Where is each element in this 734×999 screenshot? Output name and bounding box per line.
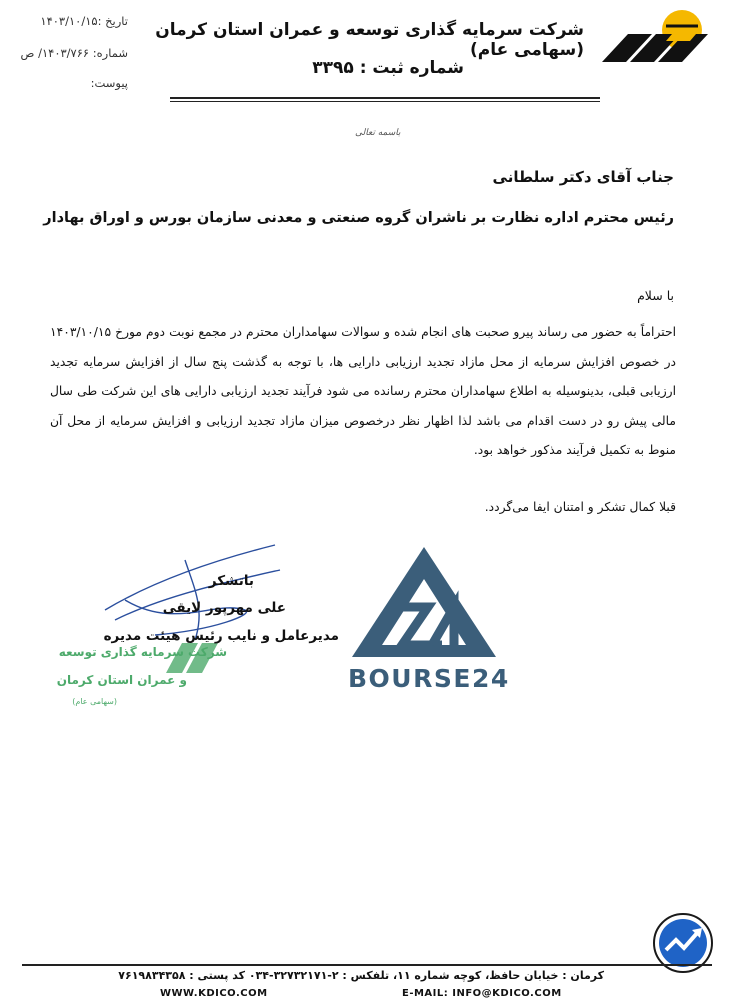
recipient-name: جناب آقای دکتر سلطانی: [492, 168, 674, 186]
company-logo: [600, 8, 712, 66]
signature-thanks: باتشکر: [208, 573, 254, 589]
letter-body: احتراماً به حضور می رساند پیرو صحبت های انجام شده و سوالات سهامداران محترم در مجمع نوبت دوم مورخ ۱۴۰۳/۱۰/۱۵ در خصوص افزایش سرمایه از محل مازاد تجدید ارزیابی دارایی ها، با توجه به گذشت پنج سال از افزایش سرمایه تجدید ارزیابی قبلی، بدینوسیله به اطلاع سهامداران محترم رسانده می شود فرآیند تجدید ارزیابی دارایی های این شرکت طی سال مالی پیش رو در دست اقدام می باشد لذا اظهار نظر درخصوص میزان مازاد تجدید ارزیابی و افزایش سرمایه از محل آن منوط به تکمیل فرآیند مذکور خواهد بود.: [50, 325, 676, 457]
invocation: باسمه تعالی: [355, 128, 401, 138]
letter-attachment: پیوست:: [90, 76, 128, 90]
signer-name: علی مهرپور لایقی: [162, 600, 286, 616]
recipient-title: رئیس محترم اداره نظارت بر ناشران گروه صنعتی و معدنی سازمان بورس و اوراق بهادار: [43, 210, 674, 226]
footer-rule: [22, 964, 712, 966]
company-name: شرکت سرمایه گذاری توسعه و عمران استان کرمان (سهامی عام): [155, 20, 584, 60]
signer-title: مدیرعامل و نایب رئیس هیئت مدیره: [103, 628, 339, 644]
bourse24-wordmark: BOURSE24: [348, 664, 510, 693]
stamp-line-3: (سهامی عام): [72, 697, 117, 706]
letter-date: تاریخ :۱۴۰۳/۱۰/۱۵: [40, 14, 128, 28]
header-rule: [170, 97, 600, 99]
closing-line: قبلا کمال تشکر و امتنان ایفا می‌گردد.: [484, 500, 676, 514]
footer-email[interactable]: E-MAIL: INFO@KDICO.COM: [402, 988, 562, 999]
stamp-line-2: و عمران استان کرمان: [56, 673, 187, 687]
header-rule-thin: [170, 101, 600, 102]
footer-website[interactable]: WWW.KDICO.COM: [160, 988, 268, 999]
stamp-line-1: شرکت سرمایه گذاری توسعه: [58, 645, 227, 659]
letter-number: شماره: ۱۴۰۳/۷۶۶/ ص: [20, 46, 128, 60]
footer-address: کرمان : خیابان حافظ، کوچه شماره ۱۱، تلفکس : ۲-۳۲۷۳۲۱۷۱-۰۳۴ کد پستی : ۷۶۱۹۸۳۴۳۵۸: [118, 969, 604, 982]
salutation: با سلام: [637, 288, 674, 303]
registration-number: شماره ثبت : ۳۳۹۵: [312, 58, 464, 78]
